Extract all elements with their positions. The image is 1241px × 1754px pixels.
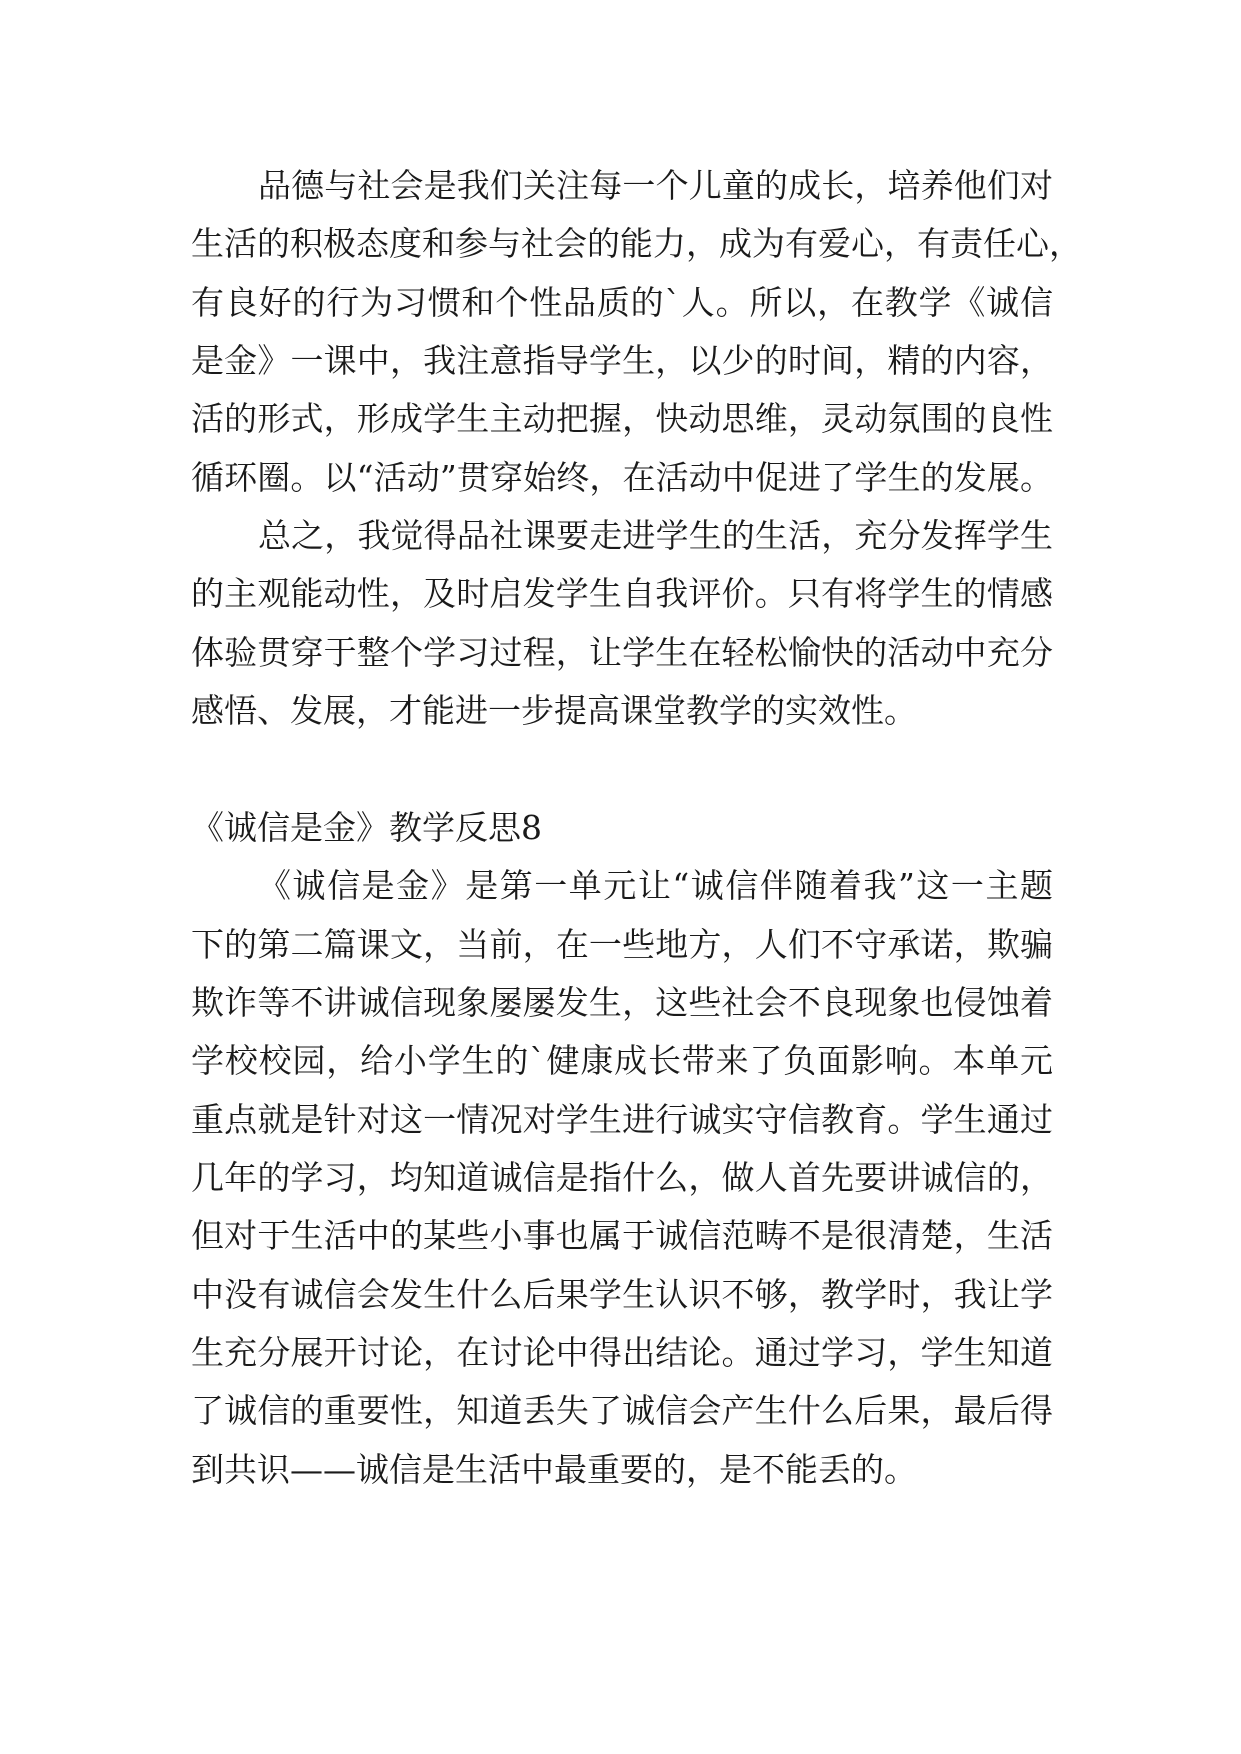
paragraph-line: 学校校园，给小学生的`健康成长带来了负面影响。本单元 bbox=[191, 1041, 1053, 1080]
paragraph-line: 但对于生活中的某些小事也属于诚信范畴不是很清楚，生活 bbox=[191, 1216, 1053, 1255]
paragraph-line: 活的形式，形成学生主动把握，快动思维，灵动氛围的良性 bbox=[191, 399, 1053, 438]
paragraph-line: 体验贯穿于整个学习过程，让学生在轻松愉快的活动中充分 bbox=[191, 633, 1053, 672]
paragraph-line: 《诚信是金》是第一单元让“诚信伴随着我”这一主题 bbox=[258, 866, 1053, 905]
paragraph-line: 品德与社会是我们关注每一个儿童的成长，培养他们对 bbox=[258, 166, 1053, 205]
paragraph-line: 循环圈。以“活动”贯穿始终，在活动中促进了学生的发展。 bbox=[191, 458, 1053, 497]
paragraph-line: 生充分展开讨论，在讨论中得出结论。通过学习，学生知道 bbox=[191, 1333, 1053, 1372]
paragraph-line: 有良好的行为习惯和个性品质的`人。所以，在教学《诚信 bbox=[191, 283, 1053, 322]
paragraph-line: 重点就是针对这一情况对学生进行诚实守信教育。学生通过 bbox=[191, 1100, 1053, 1139]
paragraph-line: 是金》一课中，我注意指导学生，以少的时间，精的内容， bbox=[191, 341, 1053, 380]
paragraph-line: 了诚信的重要性，知道丢失了诚信会产生什么后果，最后得 bbox=[191, 1391, 1053, 1430]
section-heading: 《诚信是金》教学反思8 bbox=[191, 808, 542, 847]
paragraph-line: 下的第二篇课文，当前，在一些地方，人们不守承诺，欺骗 bbox=[191, 925, 1053, 964]
paragraph-line: 欺诈等不讲诚信现象屡屡发生，这些社会不良现象也侵蚀着 bbox=[191, 983, 1053, 1022]
paragraph-line: 生活的积极态度和参与社会的能力，成为有爱心，有责任心， bbox=[191, 224, 1082, 263]
paragraph-line: 的主观能动性，及时启发学生自我评价。只有将学生的情感 bbox=[191, 574, 1053, 613]
paragraph-line: 几年的学习，均知道诚信是指什么，做人首先要讲诚信的， bbox=[191, 1158, 1053, 1197]
paragraph-line: 中没有诚信会发生什么后果学生认识不够，教学时，我让学 bbox=[191, 1275, 1053, 1314]
paragraph-line: 到共识——诚信是生活中最重要的，是不能丢的。 bbox=[191, 1450, 917, 1489]
paragraph-line: 感悟、发展，才能进一步提高课堂教学的实效性。 bbox=[191, 691, 917, 730]
paragraph-line: 总之，我觉得品社课要走进学生的生活，充分发挥学生 bbox=[258, 516, 1053, 555]
